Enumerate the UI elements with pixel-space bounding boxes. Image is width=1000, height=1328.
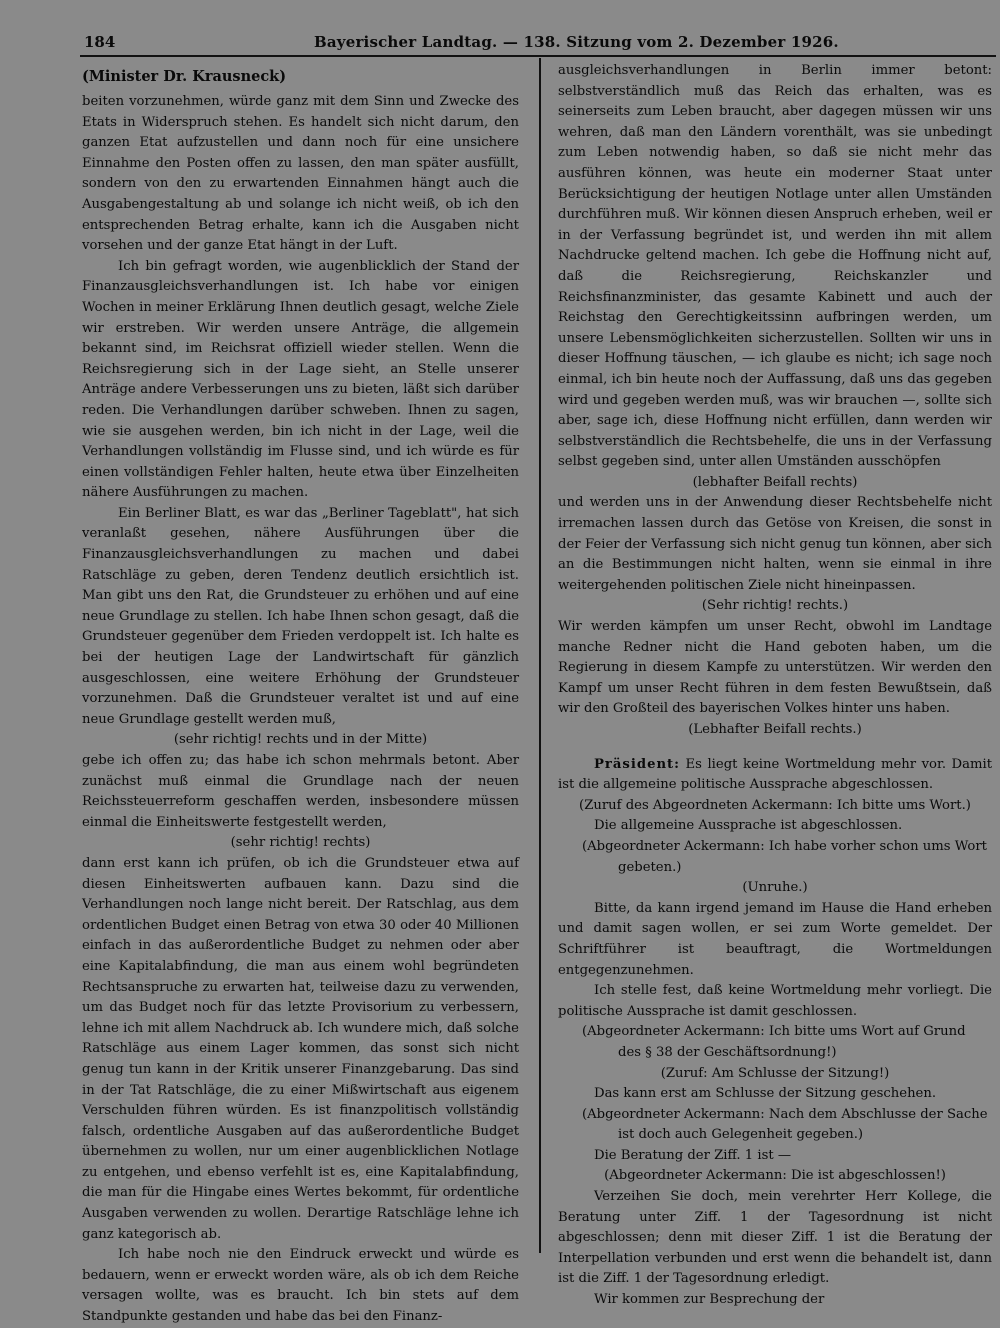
running-title: Bayerischer Landtag. — 138. Sitzung vom 2. Dezember 1926. xyxy=(314,33,839,51)
paragraph: Ich habe noch nie den Eindruck erweckt und würde es bedauern, wenn er erweckt worden wäre, als ob ich dem Reiche versagen wollte, was es braucht. Ich bin stets auf dem Standpunkte gestanden und habe das bei den Finanz- xyxy=(82,1247,519,1325)
paragraph: Das kann erst am Schlusse der Sitzung geschehen. xyxy=(594,1086,937,1102)
interjection: (lebhafter Beifall rechts) xyxy=(692,474,858,490)
paragraph: dann erst kann ich prüfen, ob ich die Grundsteuer etwa auf diesen Einheitswerten aufbauen kann. Dazu sind die Verhandlungen noch lange nicht bereit. Der Ratschlag, aus dem ordentlichen Budget einen Betrag von etwa 30 oder 40 Millionen einfach in das außerordentliche Budget zu nehmen oder aber eine Kapitalabfindung, die man aus einem wohl begründeten Rechtsanspruche zu erwarten hat, teilweise dazu zu verwenden, um das Budget noch für das letzte Provisorium zu verbessern, lehne ich mit allem Nachdruck ab. Ich wundere mich, daß solche Ratschläge aus einem Lager kommen, das sonst sich nicht genug tun kann in der Kritik unserer Finanzgebarung. Das sind in der Tat Ratschläge, die zu einer Mißwirtschaft aus eigenem Verschulden führen würden. Es ist finanzpolitisch vollständig falsch, ordentliche Ausgaben auf das außerordentliche Budget übernehmen zu wollen, nur um einer augenblicklichen Notlage zu entgehen, und ebenso verfehlt ist es, eine Kapitalabfindung, die man für die Hingabe eines Wertes bekommt, für ordentliche Ausgaben verwenden zu wollen. Derartige Ratschläge lehne ich ganz kategorisch ab. xyxy=(82,855,519,1242)
paragraph: Wir werden kämpfen um unser Recht, obwohl im Landtage manche Redner nicht die Hand geboten haben, um die Regierung in diesem Kampfe zu unterstützen. Wir werden den Kampf um unser Recht führen in dem festen Bewußtsein, daß wir den Großteil des bayerischen Volkes hinter uns haben. xyxy=(558,619,992,717)
interjection: (sehr richtig! rechts) xyxy=(230,835,371,851)
interjection: (Abgeordneter Ackermann: Die ist abgeschlossen!) xyxy=(604,1168,946,1184)
paragraph: und werden uns in der Anwendung dieser Rechtsbehelfe nicht irremachen lassen durch das Getöse von Kreisen, die sonst in der Feier der Verfassung sich nicht genug tun können, aber sich an die Bestimmungen nicht halten, wenn sie einmal in ihre weitergehenden politischen Ziele nicht hineinpassen. xyxy=(558,495,992,593)
paragraph: ausgleichsverhandlungen in Berlin immer betont: selbstverständlich muß das Reich das erhalten, was es seinerseits zum Leben braucht, aber dagegen müssen wir uns wehren, daß man den Ländern vorenthält, was sie unbedingt zum Leben notwendig haben, so daß sie nicht mehr das ausführen können, was heute ein moderner Staat unter Berücksichtigung der heutigen Notlage unter allen Umständen durchführen muß. Wir können diesen Anspruch erheben, weil er in der Verfassung begründet ist, und werden ihn mit allem Nachdrucke geltend machen. Ich gebe die Hoffnung nicht auf, daß die Reichsregierung, Reichskanzler und Reichsfinanzminister, das gesamte Kabinett und auch der Reichstag den Gerechtigkeitssinn aufbringen werden, um unsere Lebensmöglichkeiten sicherzustellen. Sollten wir uns in dieser Hoffnung täuschen, — ich glaube es nicht; ich sage noch einmal, ich bin heute noch der Auffassung, daß uns das gegeben wird und gegeben werden muß, was wir brauchen —, sollte sich aber, sage ich, diese Hoffnung nicht erfüllen, dann werden wir selbstverständlich die Rechtsbehelfe, die uns in der Verfassung selbst gegeben sind, unter allen Umständen ausschöpfen xyxy=(558,63,992,470)
interjection: (Zuruf des Abgeordneten Ackermann: Ich bitte ums Wort.) xyxy=(579,797,971,813)
president-text: Es liegt keine Wortmeldung mehr vor. Damit ist die allgemeine politische Aussprache abgeschlossen. xyxy=(558,756,992,793)
president-statement xyxy=(558,755,992,796)
right-column xyxy=(558,61,992,1311)
page-number: 184 xyxy=(84,33,116,51)
paragraph: beiten vorzunehmen, würde ganz mit dem Sinn und Zwecke des Etats in Widerspruch stehen. Es handelt sich nicht darum, den ganzen Etat aufzustellen und dann noch für eine unsichere Einnahme den Posten offen zu lassen, den man später ausfüllt, sondern von den zu erwartenden Einnahmen hängt auch die Ausgabengestaltung ab und solange ich nicht weiß, ob ich den entsprechenden Betrag erhalte, kann ich die Ausgaben nicht vorsehen und der ganze Etat hängt in der Luft. xyxy=(82,94,519,254)
interjection: (Unruhe.) xyxy=(742,880,808,896)
paragraph: Verzeihen Sie doch, mein verehrter Herr Kollege, die Beratung unter Ziff. 1 der Tagesordnung ist nicht abgeschlossen; denn mit dieser Ziff. 1 ist die Beratung der Interpellation verbunden und erst wenn die behandelt ist, dann ist die Ziff. 1 der Tagesordnung erledigt. xyxy=(558,1189,992,1287)
section-gap xyxy=(558,741,992,755)
paragraph: Bitte, da kann irgend jemand im Hause die Hand erheben und damit sagen wollen, er sei zum Worte gemeldet. Der Schriftführer ist beauftragt, die Wortmeldungen entgegenzunehmen. xyxy=(558,900,992,978)
interjection: (Lebhafter Beifall rechts.) xyxy=(688,722,862,737)
paragraph: Die Beratung der Ziff. 1 ist — xyxy=(594,1147,792,1163)
header-rule xyxy=(80,55,996,57)
interjection: (Zuruf: Am Schlusse der Sitzung!) xyxy=(660,1065,890,1081)
paragraph: Ich stelle fest, daß keine Wortmeldung mehr vorliegt. Die politische Aussprache ist damit geschlossen. xyxy=(558,983,992,1019)
page-header xyxy=(84,30,984,54)
paragraph: Wir kommen zur Besprechung der xyxy=(594,1292,825,1308)
column-divider xyxy=(539,58,541,1253)
paragraph: Die allgemeine Aussprache ist abgeschlossen. xyxy=(594,818,903,834)
speaker-label: (Minister Dr. Krausneck) xyxy=(82,68,287,85)
interjection: (Abgeordneter Ackermann: Ich bitte ums Wort auf Grund des § 38 der Geschäftsordnung!) xyxy=(582,1024,966,1060)
interjection: (Sehr richtig! rechts.) xyxy=(701,598,849,614)
interjection: (sehr richtig! rechts und in der Mitte) xyxy=(173,732,428,748)
paragraph: Ich bin gefragt worden, wie augenblicklich der Stand der Finanzausgleichsverhandlungen ist. Ich habe vor einigen Wochen in meiner Erklärung Ihnen deutlich gesagt, welche Ziele wir erstreben. Wir werden unsere Anträge, die allgemein bekannt sind, im Reichsrat offiziell wieder stellen. Wenn die Reichsregierung sich in der Lage sieht, an Stelle unserer Anträge andere Verbesserungen uns zu bieten, läßt sich darüber reden. Die Verhandlungen darüber schweben. Ihnen zu sagen, wie sie ausgehen werden, bin ich nicht in der Lage, weil die Verhandlungen vollständig im Flusse sind, und ich würde es für einen vollständigen Fehler halten, heute etwa über Einzelheiten nähere Ausführungen zu machen. xyxy=(82,258,519,501)
paragraph: Ein Berliner Blatt, es war das „Berliner Tageblatt", hat sich veranlaßt gesehen, nähere Ausführungen über die Finanzausgleichsverhandlungen zu machen und dabei Ratschläge zu geben, deren Tendenz deutlich ersichtlich ist. Man gibt uns den Rat, die Grundsteuer zu erhöhen und auf eine neue Grundlage zu stellen. Ich habe Ihnen schon gesagt, daß die Grundsteuer gegenüber dem Frieden verdoppelt ist. Ich halte es bei der heutigen Lage der Landwirtschaft für gänzlich ausgeschlossen, eine weitere Erhöhung der Grundsteuer vorzunehmen. Daß die Grundsteuer veraltet ist und auf eine neue Grundlage gestellt werden muß, xyxy=(82,505,519,727)
president-label: Präsident: xyxy=(594,756,681,772)
paragraph: gebe ich offen zu; das habe ich schon mehrmals betont. Aber zunächst muß einmal die Grundlage nach der neuen Reichssteuerreform geschaffen werden, insbesondere müssen einmal die Einheitswerte festgestellt werden, xyxy=(82,753,519,830)
interjection: (Abgeordneter Ackermann: Nach dem Abschlusse der Sache ist doch auch Gelegenheit gegeben.) xyxy=(582,1106,988,1143)
interjection: (Abgeordneter Ackermann: Ich habe vorher schon ums Wort gebeten.) xyxy=(582,838,987,875)
left-column xyxy=(82,66,519,1328)
